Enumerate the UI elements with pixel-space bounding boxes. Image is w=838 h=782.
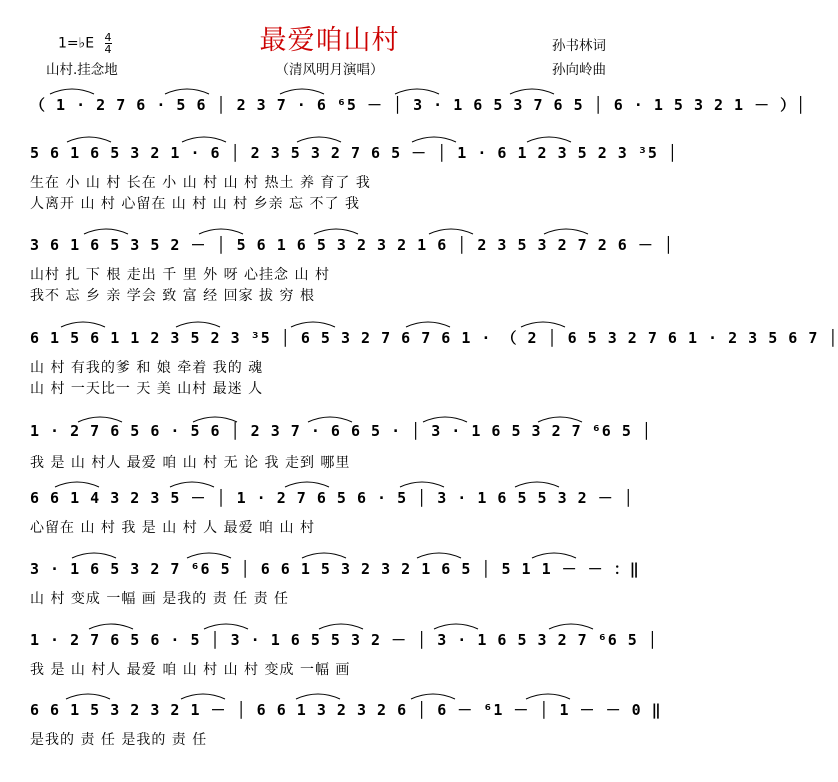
note-numbers: 6 6 1 5 3 2 3 2 1 － │ 6 6 1 3 2 3 2 6 │ 6 － ⁶1 － │ 1 － － 0 ‖ [30,701,662,719]
notation-line [30,627,658,661]
lyric-line: 山村 扎 下 根 走出 千 里 外 呀 心挂念 山 村 [30,267,330,283]
lyric-line: 心留在 山 村 我 是 山 村 人 最爱 咱 山 村 [30,520,315,536]
lyric-line: 我 是 山 村人 最爱 咱 山 村 无 论 我 走到 哪里 [30,455,351,471]
notation-line [30,420,652,454]
notation-line [30,325,838,359]
note-numbers: 6 1 5 6 1 1 2 3 5 2 3 ³5 │ 6 5 3 2 7 6 7 6 1 · （ 2 │ 6 5 3 2 7 6 1 · 2 3 5 6 7 │ [30,329,838,347]
notation-line [30,232,674,266]
notation-line [30,697,662,731]
note-numbers: 1 · 2 7 6 5 6 · 5 │ 3 · 1 6 5 5 3 2 － │ 3 · 1 6 5 3 2 7 ⁶6 5 │ [30,631,658,649]
song-title: 最爱咱山村 [259,25,400,56]
time-signature [105,32,112,55]
lyric-line: 生在 小 山 村 长在 小 山 村 山 村 热土 养 育了 我 [30,175,371,191]
lyric-line: 人离开 山 村 心留在 山 村 山 村 乡亲 忘 不了 我 [30,196,360,212]
composer-credit: 孙向岭曲 [552,62,606,78]
note-numbers: 6 6 1 4 3 2 3 5 － │ 1 · 2 7 6 5 6 · 5 │ 3 · 1 6 5 5 3 2 － │ [30,489,634,507]
source-label: 山村.挂念地 [46,62,118,78]
lyric-line: 我 是 山 村人 最爱 咱 山 村 山 村 变成 一幅 画 [30,662,351,678]
lyric-line: 山 村 一天比一 天 美 山村 最迷 人 [30,381,264,397]
note-numbers: 5 6 1 6 5 3 2 1 · 6 │ 2 3 5 3 2 7 6 5 － │ 1 · 6 1 2 3 5 2 3 ³5 │ [30,144,678,162]
lyricist-credit: 孙书林词 [552,38,606,54]
notation-line [30,140,678,174]
time-top: 4 [104,31,112,44]
note-numbers: 3 6 1 6 5 3 5 2 － │ 5 6 1 6 5 3 2 3 2 1 6 │ 2 3 5 3 2 7 2 6 － │ [30,236,674,254]
lyric-line: 我不 忘 乡 亲 学会 致 富 经 回家 拔 穷 根 [30,288,315,304]
lyric-line: 山 村 有我的爹 和 娘 牵着 我的 魂 [30,360,264,376]
performer-label: （清风明月演唱） [275,62,384,78]
notation-line [30,485,634,519]
key-label: 1=♭E [58,35,95,52]
notation-line [30,556,640,590]
time-bottom: 4 [104,43,112,56]
note-numbers: 1 · 2 7 6 5 6 · 5 6 │ 2 3 7 · 6 6 5 · │ 3 · 1 6 5 3 2 7 ⁶6 5 │ [30,422,652,440]
note-numbers: 3 · 1 6 5 3 2 7 ⁶6 5 │ 6 6 1 5 3 2 3 2 1 6 5 │ 5 1 1 － － ：‖ [30,560,640,578]
lyric-line: 山 村 变成 一幅 画 是我的 责 任 责 任 [30,591,290,607]
note-numbers: （ 1 · 2 7 6 · 5 6 │ 2 3 7 · 6 ⁶5 － │ 3 · 1 6 5 3 7 6 5 │ 6 · 1 5 3 2 1 － ）│ [30,96,807,114]
lyric-line: 是我的 责 任 是我的 责 任 [30,732,208,748]
key-signature [58,32,112,55]
notation-line [30,92,807,126]
